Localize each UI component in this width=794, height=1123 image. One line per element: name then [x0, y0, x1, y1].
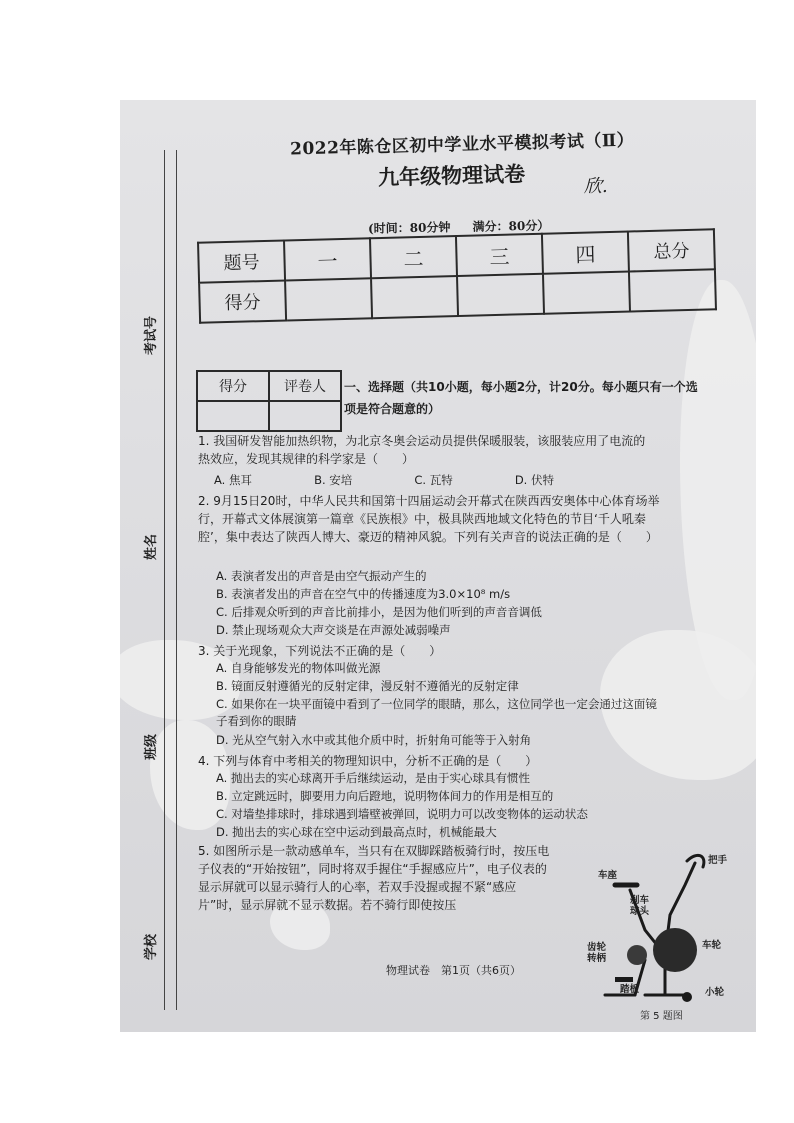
exam-duration: (时间：80分钟 [367, 220, 451, 236]
option-a: A. 焦耳 [214, 473, 252, 487]
bike-crank [627, 945, 647, 965]
option-d: D. 抛出去的实心球在空中运动到最高点时，机械能最大 [216, 825, 497, 839]
grader-name-cell[interactable] [269, 401, 341, 431]
score-input-cell[interactable] [285, 278, 372, 320]
score-cell: 四 [542, 232, 629, 274]
option-c: C. 对墙垫排球时，排球遇到墙壁被弹回，说明力可以改变物体的运动状态 [216, 807, 588, 821]
figure-caption: 第 5 题图 [640, 1011, 683, 1022]
score-cell: 三 [456, 234, 543, 276]
label-pedal: 踏板 [620, 984, 640, 995]
binding-line [176, 150, 177, 1010]
option-b: B. 立定跳远时，脚要用力向后蹬地，说明物体间力的作用是相互的 [216, 789, 554, 803]
option-d: D. 光从空气射入水中或其他介质中时，折射角可能等于入射角 [216, 733, 532, 747]
option-b: B. 镜面反射遵循光的反射定律，漫反射不遵循光的反射定律 [216, 679, 519, 693]
label-handle: 把手 [708, 855, 728, 866]
exam-paper [120, 100, 756, 1032]
score-input-cell[interactable] [543, 271, 630, 313]
label-crank: 齿轮转柄 [587, 942, 607, 964]
bike-small-wheel [682, 992, 692, 1002]
exercise-bike-figure [575, 845, 728, 1005]
grader-score-header: 得分 [197, 371, 269, 401]
binding-line [164, 150, 165, 1010]
exam-title: 2022年陈仓区初中学业水平模拟考试（Ⅱ） [289, 130, 635, 160]
score-cell: 题号 [198, 241, 285, 283]
option-d: D. 禁止现场观众大声交谈是在声源处减弱噪声 [216, 623, 451, 637]
option-b: B. 表演者发出的声音在空气中的传播速度为3.0×10⁸ m/s [216, 587, 511, 601]
score-row-label: 得分 [199, 281, 286, 323]
score-table [197, 228, 717, 324]
section-heading: 一、选择题（共10小题，每小题2分，计20分。每小题只有一个选项是符合题意的） [344, 380, 698, 416]
score-cell: 总分 [628, 229, 715, 271]
grader-score-cell[interactable] [197, 401, 269, 431]
bike-flywheel [653, 928, 697, 972]
option-b: B. 安培 [314, 473, 353, 487]
question-stem: 4. 下列与体育中考相关的物理知识中，分析不正确的是（ ） [198, 754, 538, 768]
score-input-cell[interactable] [371, 276, 458, 318]
question-options [214, 472, 554, 489]
exam-full-score: 满分：80分） [472, 218, 550, 234]
name-label: 姓名 [144, 533, 159, 560]
score-cell: 一 [284, 238, 371, 280]
score-cell: 二 [370, 236, 457, 278]
label-seat: 车座 [598, 870, 618, 881]
question-stem: 5. 如图所示是一款动感单车，当只有在双脚踩踏板骑行时，按压电子仪表的“开始按钮”，同时将双手握住“手握感应片”，电子仪表的显示屏就可以显示骑行人的心率，若双手没握或握不紧“感应片”时，显示屏就不显示数据。若不骑行即使按压 [198, 844, 550, 912]
label-flywheel: 车轮 [702, 940, 722, 951]
score-input-cell[interactable] [457, 274, 544, 316]
option-a: A. 抛出去的实心球离开手后继续运动，是由于实心球具有惯性 [216, 771, 530, 785]
exam-subtitle: 九年级物理试卷 [377, 161, 526, 190]
bike-pedal [615, 977, 633, 982]
question-stem: 2. 9月15日20时，中华人民共和国第十四届运动会开幕式在陕西西安奥体中心体育场举行，开幕式文体展演第一篇章《民族根》中，极具陕西地域文化特色的节目‘千人吼秦腔’，集中表达了陕西人博大、豪迈的精神风貌。下列有关声音的说法正确的是（ ） [198, 494, 660, 544]
option-c: C. 后排观众听到的声音比前排小，是因为他们听到的声音音调低 [216, 605, 542, 619]
exam-number-label: 考试号 [144, 315, 159, 355]
option-d: D. 伏特 [514, 473, 554, 487]
grader-header: 评卷人 [269, 371, 341, 401]
page-footer: 物理试卷 第1页（共6页） [386, 964, 521, 977]
option-a: A. 自身能够发光的物体叫做光源 [216, 661, 381, 675]
option-c: C. 如果你在一块平面镜中看到了一位同学的眼睛，那么，这位同学也一定会通过这面镜子看到你的眼睛 [216, 697, 657, 728]
school-label: 学校 [144, 933, 159, 960]
label-brake: 刹车球头 [630, 895, 650, 917]
grader-table [196, 370, 342, 432]
option-a: A. 表演者发出的声音是由空气振动产生的 [216, 569, 427, 583]
score-input-cell[interactable] [629, 269, 716, 311]
handwritten-mark: 欣. [584, 176, 608, 197]
question-stem: 3. 关于光现象，下列说法不正确的是（ ） [198, 644, 442, 658]
label-small-wheel: 小轮 [705, 987, 725, 998]
option-c: C. 瓦特 [414, 473, 453, 487]
class-label: 班级 [144, 733, 159, 760]
question-stem: 1. 我国研发智能加热织物，为北京冬奥会运动员提供保暖服装，该服装应用了电流的热效应，发现其规律的科学家是（ ） [198, 434, 646, 466]
